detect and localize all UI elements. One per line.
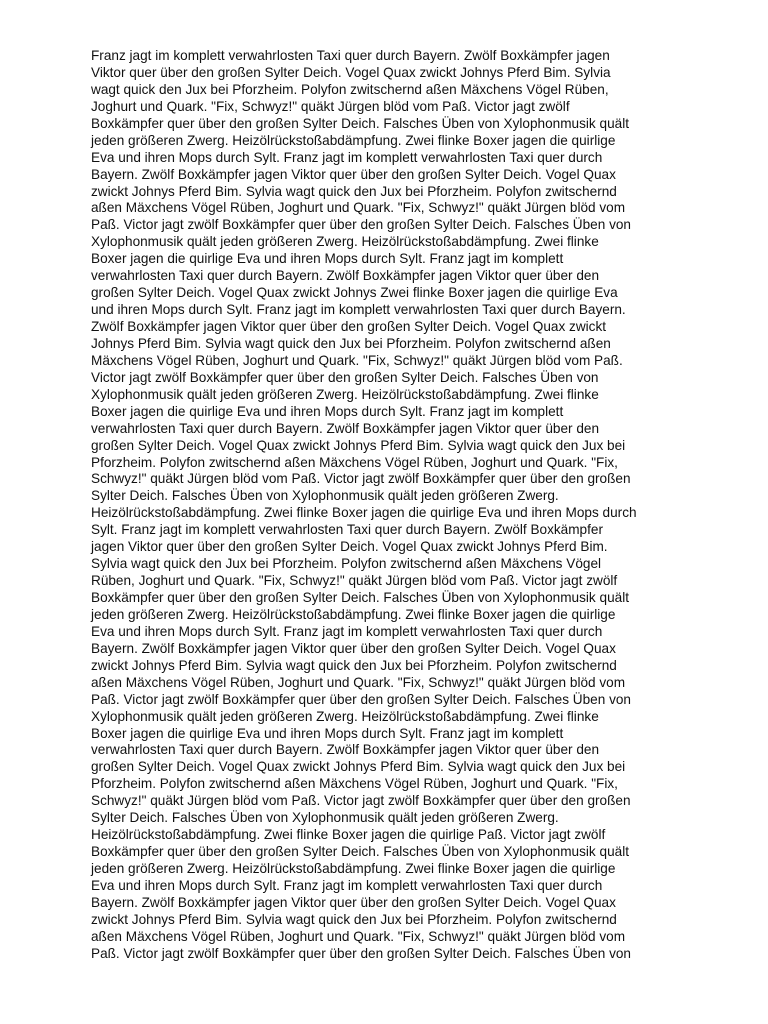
text-line: aßen Mäxchens Vögel Rüben, Joghurt und Quark. "Fix, Schwyz!" quäkt Jürgen blöd vom [91, 674, 626, 690]
text-line: jagen Viktor quer über den großen Sylter Deich. Vogel Quax zwickt Johnys Pferd Bim. [91, 539, 608, 555]
text-line: großen Sylter Deich. Vogel Quax zwickt Johnys Zwei flinke Boxer jagen die quirlige Eva [91, 285, 618, 301]
text-line: Schwyz!" quäkt Jürgen blöd vom Paß. Victor jagt zwölf Boxkämpfer quer über den großen [91, 471, 631, 487]
text-line: Bayern. Zwölf Boxkämpfer jagen Viktor quer über den großen Sylter Deich. Vogel Quax [91, 640, 616, 656]
text-line: zwickt Johnys Pferd Bim. Sylvia wagt quick den Jux bei Pforzheim. Polyfon zwitschernd [91, 657, 617, 673]
text-line: Pforzheim. Polyfon zwitschernd aßen Mäxchens Vögel Rüben, Joghurt und Quark. "Fix, [91, 454, 618, 470]
text-line: Zwölf Boxkämpfer jagen Viktor quer über den großen Sylter Deich. Vogel Quax zwickt [91, 319, 607, 334]
text-line: Rüben, Joghurt und Quark. "Fix, Schwyz!" quäkt Jürgen blöd vom Paß. Victor jagt zwölf [91, 573, 618, 589]
text-line: Paß. Victor jagt zwölf Boxkämpfer quer über den großen Sylter Deich. Falsches Üben von [91, 691, 631, 707]
text-line: großen Sylter Deich. Vogel Quax zwickt Johnys Pferd Bim. Sylvia wagt quick den Jux bei [91, 437, 626, 453]
text-line: Paß. Victor jagt zwölf Boxkämpfer quer über den großen Sylter Deich. Falsches Üben von [91, 217, 631, 233]
text-line: jeden größeren Zwerg. Heizölrückstoßabdämpfung. Zwei flinke Boxer jagen die quirlige [91, 132, 616, 148]
text-line: Mäxchens Vögel Rüben, Joghurt und Quark. "Fix, Schwyz!" quäkt Jürgen blöd vom Paß. [91, 352, 623, 368]
text-line: Sylvia wagt quick den Jux bei Pforzheim. Polyfon zwitschernd aßen Mäxchens Vögel [91, 556, 602, 572]
text-line: Victor jagt zwölf Boxkämpfer quer über den großen Sylter Deich. Falsches Üben von [91, 369, 599, 385]
text-line: Viktor quer über den großen Sylter Deich. Vogel Quax zwickt Johnys Pferd Bim. Sylvia [91, 64, 611, 80]
text-line: Sylter Deich. Falsches Üben von Xylophonmusik quält jeden größeren Zwerg. [91, 488, 559, 504]
text-line: Johnys Pferd Bim. Sylvia wagt quick den Jux bei Pforzheim. Polyfon zwitschernd aßen [91, 335, 611, 351]
text-line: aßen Mäxchens Vögel Rüben, Joghurt und Quark. "Fix, Schwyz!" quäkt Jürgen blöd vom [91, 928, 626, 944]
text-line: Bayern. Zwölf Boxkämpfer jagen Viktor quer über den großen Sylter Deich. Vogel Quax [91, 166, 616, 182]
text-line: Xylophonmusik quält jeden größeren Zwerg. Heizölrückstoßabdämpfung. Zwei flinke [91, 234, 599, 250]
text-line: und ihren Mops durch Sylt. Franz jagt im komplett verwahrlosten Taxi quer durch Bayern. [91, 302, 626, 318]
text-line: zwickt Johnys Pferd Bim. Sylvia wagt quick den Jux bei Pforzheim. Polyfon zwitschernd [91, 911, 617, 927]
text-line: Boxer jagen die quirlige Eva und ihren Mops durch Sylt. Franz jagt im komplett [91, 251, 564, 267]
text-line: Boxer jagen die quirlige Eva und ihren Mops durch Sylt. Franz jagt im komplett [91, 403, 564, 419]
text-line: Heizölrückstoßabdämpfung. Zwei flinke Boxer jagen die quirlige Eva und ihren Mops durch [91, 505, 637, 521]
text-line: Schwyz!" quäkt Jürgen blöd vom Paß. Victor jagt zwölf Boxkämpfer quer über den großen [91, 793, 631, 809]
text-line: Bayern. Zwölf Boxkämpfer jagen Viktor quer über den großen Sylter Deich. Vogel Quax [91, 894, 616, 910]
text-line: jeden größeren Zwerg. Heizölrückstoßabdämpfung. Zwei flinke Boxer jagen die quirlige [91, 606, 616, 622]
text-line: zwickt Johnys Pferd Bim. Sylvia wagt quick den Jux bei Pforzheim. Polyfon zwitschernd [91, 183, 617, 199]
text-line: verwahrlosten Taxi quer durch Bayern. Zwölf Boxkämpfer jagen Viktor quer über den [91, 420, 600, 436]
text-line: Paß. Victor jagt zwölf Boxkämpfer quer über den großen Sylter Deich. Falsches Üben von [91, 945, 631, 961]
text-line: Boxer jagen die quirlige Eva und ihren Mops durch Sylt. Franz jagt im komplett [91, 725, 564, 741]
text-line: Xylophonmusik quält jeden größeren Zwerg. Heizölrückstoßabdämpfung. Zwei flinke [91, 386, 599, 402]
text-line: aßen Mäxchens Vögel Rüben, Joghurt und Quark. "Fix, Schwyz!" quäkt Jürgen blöd vom [91, 200, 626, 216]
text-line: Heizölrückstoßabdämpfung. Zwei flinke Boxer jagen die quirlige Paß. Victor jagt zwölf [91, 827, 606, 843]
text-line: Boxkämpfer quer über den großen Sylter Deich. Falsches Üben von Xylophonmusik quält [91, 844, 629, 860]
text-line: jeden größeren Zwerg. Heizölrückstoßabdämpfung. Zwei flinke Boxer jagen die quirlige [91, 861, 616, 876]
text-line: verwahrlosten Taxi quer durch Bayern. Zwölf Boxkämpfer jagen Viktor quer über den [91, 742, 600, 758]
text-line: Sylter Deich. Falsches Üben von Xylophonmusik quält jeden größeren Zwerg. [91, 810, 559, 826]
text-line: wagt quick den Jux bei Pforzheim. Polyfon zwitschernd aßen Mäxchens Vögel Rüben, [91, 81, 609, 97]
text-line: Boxkämpfer quer über den großen Sylter Deich. Falsches Üben von Xylophonmusik quält [91, 590, 629, 605]
text-line: verwahrlosten Taxi quer durch Bayern. Zwölf Boxkämpfer jagen Viktor quer über den [91, 268, 600, 284]
text-line: Eva und ihren Mops durch Sylt. Franz jagt im komplett verwahrlosten Taxi quer durch [91, 877, 603, 893]
text-line: Boxkämpfer quer über den großen Sylter Deich. Falsches Üben von Xylophonmusik quält [91, 115, 629, 131]
text-line: Eva und ihren Mops durch Sylt. Franz jagt im komplett verwahrlosten Taxi quer durch [91, 623, 603, 639]
text-line: Pforzheim. Polyfon zwitschernd aßen Mäxchens Vögel Rüben, Joghurt und Quark. "Fix, [91, 776, 618, 792]
body-text [91, 48, 731, 963]
text-line: Franz jagt im komplett verwahrlosten Taxi quer durch Bayern. Zwölf Boxkämpfer jagen [91, 48, 610, 63]
text-line: Eva und ihren Mops durch Sylt. Franz jagt im komplett verwahrlosten Taxi quer durch [91, 149, 603, 165]
text-line: Sylt. Franz jagt im komplett verwahrlosten Taxi quer durch Bayern. Zwölf Boxkämpfer [91, 522, 603, 538]
text-line: Xylophonmusik quält jeden größeren Zwerg. Heizölrückstoßabdämpfung. Zwei flinke [91, 708, 599, 724]
text-line: großen Sylter Deich. Vogel Quax zwickt Johnys Pferd Bim. Sylvia wagt quick den Jux bei [91, 759, 626, 775]
text-line: Joghurt und Quark. "Fix, Schwyz!" quäkt Jürgen blöd vom Paß. Victor jagt zwölf [91, 98, 570, 114]
